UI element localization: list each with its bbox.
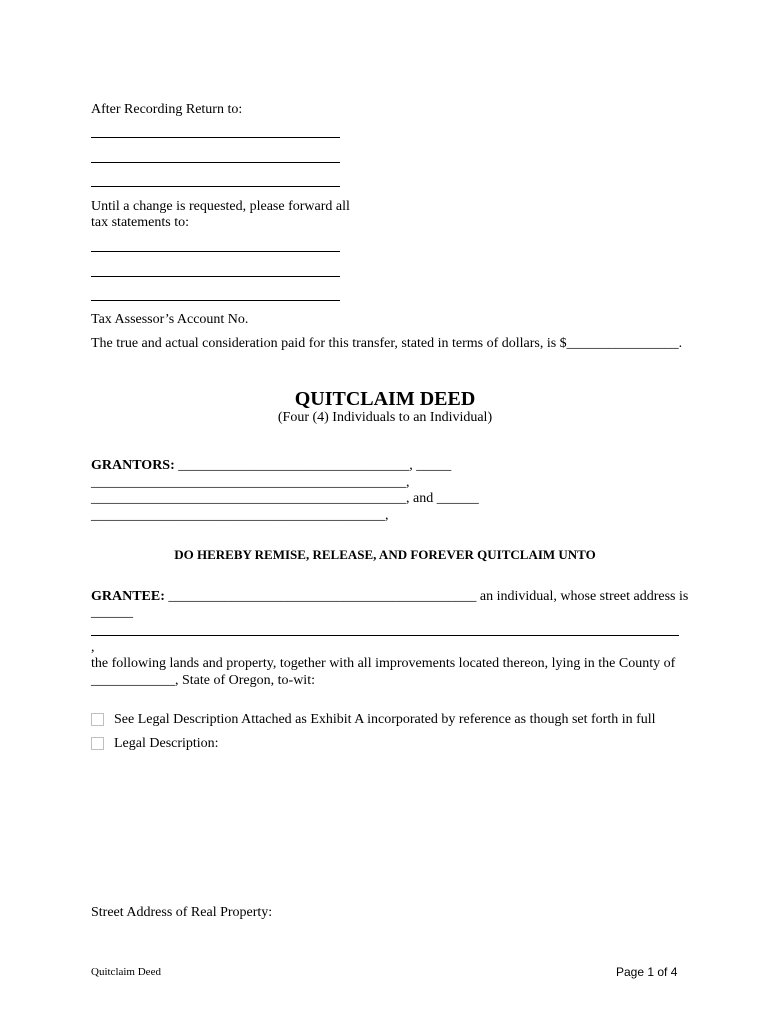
legal-description-checkbox[interactable] [91,737,104,750]
grantee-label: GRANTEE: [91,589,165,604]
county-field[interactable]: ____________, State of Oregon, to-wit: [91,673,315,688]
grantor-name-field-2[interactable]: _____________________________________________, [91,475,410,490]
tax-address-line-1[interactable] [91,251,340,252]
legal-description-option-label: Legal Description: [114,736,219,751]
return-address-line-3[interactable] [91,186,340,187]
return-address-line-1[interactable] [91,137,340,138]
grantee-address-line[interactable] [91,635,679,636]
grantor-name-field-4[interactable]: __________________________________________, [91,508,389,523]
tax-address-line-3[interactable] [91,300,340,301]
grantors-label: GRANTORS: [91,458,175,473]
return-to-label: After Recording Return to: [91,102,243,117]
tax-address-line-2[interactable] [91,276,340,277]
exhibit-a-checkbox[interactable] [91,713,104,726]
tax-assessor-account-label: Tax Assessor’s Account No. [91,312,249,327]
footer-document-name: Quitclaim Deed [91,966,161,978]
document-subtitle: (Four (4) Individuals to an Individual) [277,410,493,425]
exhibit-a-option-label: See Legal Description Attached as Exhibit A incorporated by reference as though set forth in full [114,712,656,727]
street-address-label: Street Address of Real Property: [91,905,273,920]
lands-description-text: the following lands and property, together with all improvements located thereon, lying in the County of [91,656,676,671]
grantor-name-field-3[interactable]: _____________________________________________, and ______ [91,491,479,506]
document-title: QUITCLAIM DEED [294,388,476,410]
conveyance-clause: DO HEREBY REMISE, RELEASE, AND FOREVER QUITCLAIM UNTO [174,547,596,562]
consideration-statement: The true and actual consideration paid for this transfer, stated in terms of dollars, is $________________. [91,336,683,351]
grantee-name-field[interactable]: ____________________________________________ an individual, whose street address is [168,589,689,604]
tax-statements-label-2: tax statements to: [91,215,189,230]
grantee-address-comma: , [91,640,95,655]
return-address-line-2[interactable] [91,162,340,163]
tax-statements-label-1: Until a change is requested, please forward all [91,199,350,214]
footer-page-number: Page 1 of 4 [616,965,678,979]
grantee-address-field-short[interactable]: ______ [91,605,133,620]
grantor-name-field-1[interactable]: _________________________________, _____ [178,458,452,473]
